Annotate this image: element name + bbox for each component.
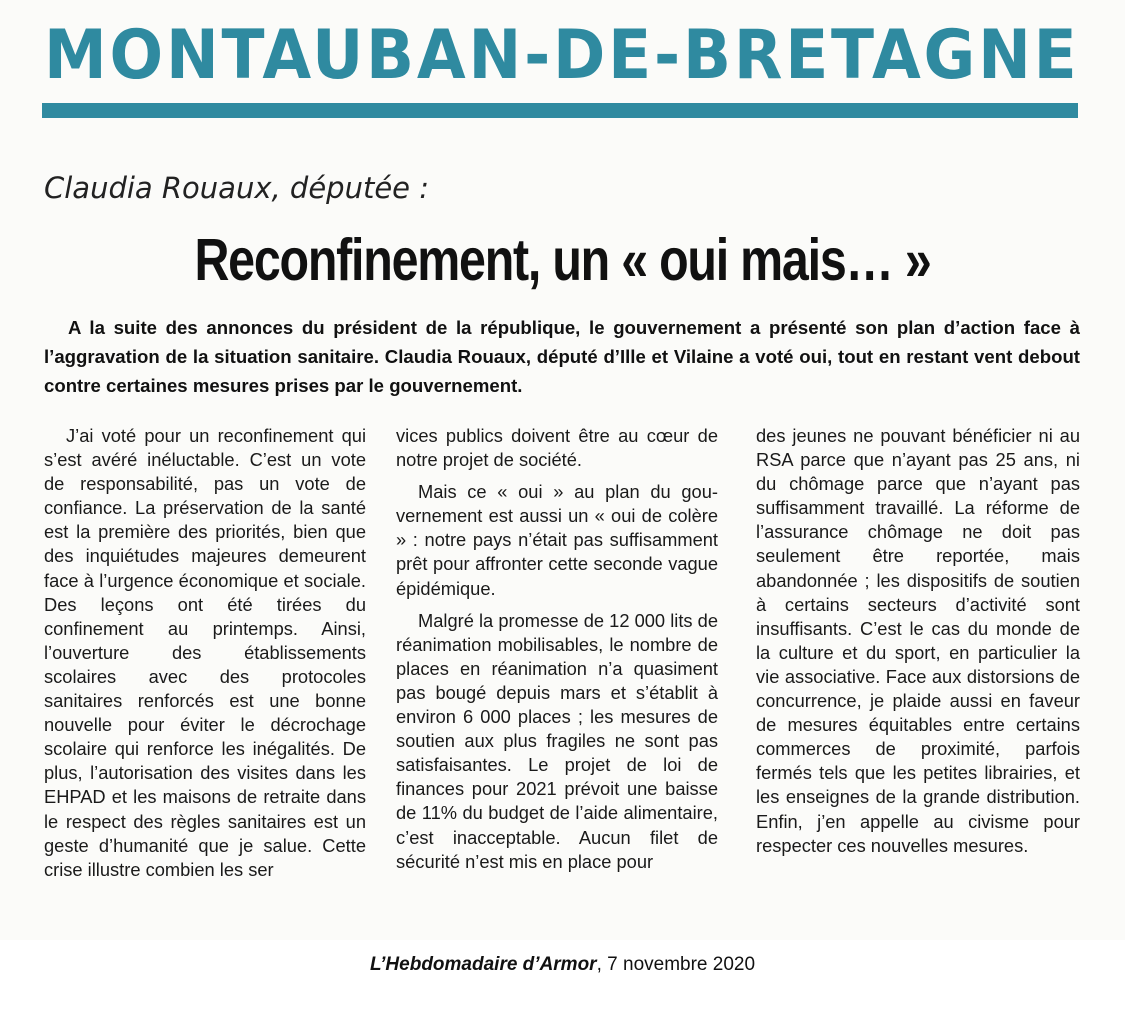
article-body [44, 424, 1080, 924]
body-column-2 [396, 424, 718, 874]
body-column-3 [756, 424, 1080, 858]
body-paragraph: vices publics doivent être au cœur de notre projet de société. [396, 425, 718, 471]
article-kicker: Claudia Rouaux, députée : [44, 171, 430, 205]
publication-date: , 7 novembre 2020 [596, 954, 756, 975]
town-heading: MONTAUBAN-DE-BRETAGNE [44, 16, 1080, 95]
body-paragraph: des jeunes ne pouvant bénéficier ni au RSA parce que n’ayant pas 25 ans, ni du chômage parce que n’ayant pas suffisamment travaillé. La réforme de l’assurance chômage ne doit pas seulement être reportée, mais abandonnée ; les dispositifs de soutien à certains secteurs d’activité sont insuffisants. C’est le cas du monde de la culture et du sport, en particulier la vie associative. Face aux distorsions de concurrence, je plaide aussi en faveur de mesures équitables entre certains commerces de proximité, parfois fermés tels que les petites librairies, et les enseignes de la grande distribution. Enfin, j’en appelle au civisme pour respecter ces nouvelles mesures. [756, 425, 1080, 856]
source-citation [0, 952, 1125, 978]
article-lead: A la suite des annonces du président de la république, le gouvernement a présenté son plan d’action face à l’aggravation de la situation sanitaire. Claudia Rouaux, député d’Ille et Vilaine a voté oui, tout en restant vent debout contre certaines mesures prises par le gouvernement. [44, 317, 1080, 396]
body-paragraph: Malgré la promesse de 12 000 lits de réanimation mobilisables, le nombre de places en réanimation n’a quasiment pas bougé depuis mars et s’établit à environ 6 000 places ; les mesures de soutien aux plus fragiles ne sont pas satisfaisantes. Le projet de loi de finances pour 2021 prévoit une baisse de 11% du budget de l’aide alimentaire, c’est inacceptable. Aucun filet de sécurité n’est mis en place pour [396, 609, 718, 872]
body-paragraph: J’ai voté pour un reconfinement qui s’est avéré inéluctable. C’est un vote de responsabilité, pas un vote de confiance. La préservation de la santé est la première des priorités, bien que des inquiétudes majeures demeurent face à l’urgence économique et sociale. Des leçons ont été tirées du confinement au printemps. Ainsi, l’ouverture des établissements scolaires avec des protocoles sanitaires renforcés est une bonne nouvelle pour éviter le décrochage scolaire qui renforce les inégalités. De plus, l’autorisation des visites dans les EHPAD et les maisons de retraite dans le respect des règles sanitaires est un geste d’humanité que je salue. Cette crise illustre combien les ser [44, 425, 366, 880]
body-paragraph: Mais ce « oui » au plan du gouvernement est aussi un « oui de colère » : notre pays n’était pas suffisamment prêt pour affronter cette seconde vague épidémique. [396, 481, 718, 599]
body-column-1 [44, 424, 366, 882]
header-rule [42, 103, 1078, 118]
publication-name: L’Hebdomadaire d’Armor [369, 954, 597, 975]
article-headline: Reconfinement, un « oui mais… » [194, 227, 931, 293]
